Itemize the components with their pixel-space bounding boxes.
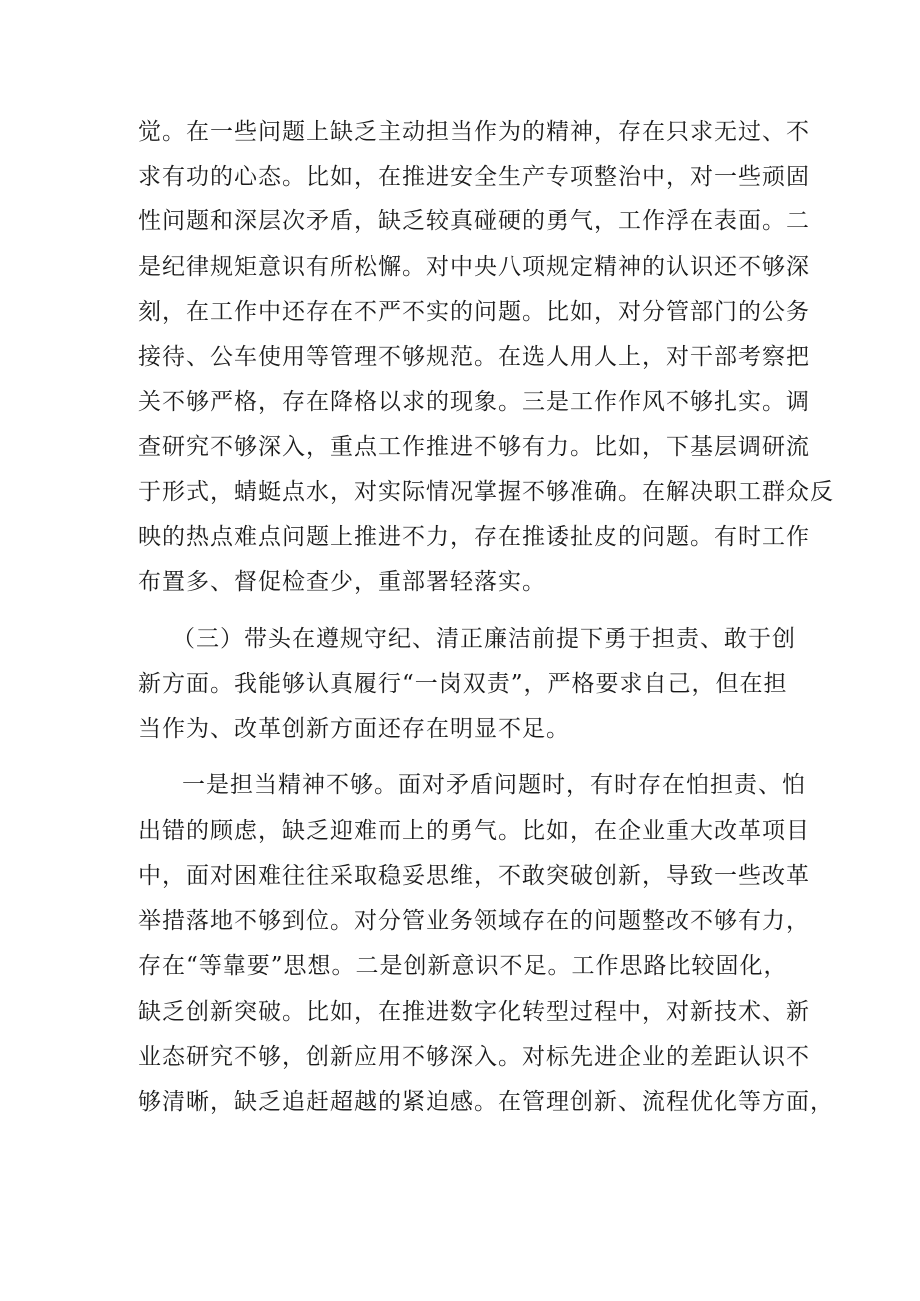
- text-line: 够清晰，缺乏追赶超越的紧迫感。在管理创新、流程优化等方面，: [138, 1089, 834, 1115]
- text-line: 性问题和深层次矛盾，缺乏较真碰硬的勇气，工作浮在表面。二: [138, 208, 810, 234]
- text-line: 举措落地不够到位。对分管业务领域存在的问题整改不够有力，: [138, 908, 810, 934]
- text-line: 刻，在工作中还存在不严不实的问题。比如，对分管部门的公务: [138, 299, 810, 325]
- text-line: 关不够严格，存在降格以求的现象。三是工作作风不够扎实。调: [138, 389, 810, 415]
- section-heading-line: （三）带头在遵规守纪、清正廉洁前提下勇于担责、敢于创: [172, 626, 796, 652]
- text-line: 业态研究不够，创新应用不够深入。对标先进企业的差距认识不: [138, 1044, 810, 1070]
- text-line: 中，面对困难往往采取稳妥思维，不敢突破创新，导致一些改革: [138, 863, 810, 889]
- text-line: 接待、公车使用等管理不够规范。在选人用人上，对干部考察把: [138, 344, 810, 370]
- text-line: 存在“等靠要”思想。二是创新意识不足。工作思路比较固化，: [138, 953, 788, 979]
- text-line: 觉。在一些问题上缺乏主动担当作为的精神，存在只求无过、不: [138, 119, 810, 145]
- text-line: 求有功的心态。比如，在推进安全生产专项整治中，对一些顽固: [138, 164, 810, 190]
- text-line: 缺乏创新突破。比如，在推进数字化转型过程中，对新技术、新: [138, 999, 810, 1025]
- text-line: 布置多、督促检查少，重部署轻落实。: [138, 569, 546, 595]
- text-line: 当作为、改革创新方面还存在明显不足。: [138, 716, 570, 742]
- text-line: 于形式，蜻蜓点水，对实际情况掌握不够准确。在解决职工群众反: [138, 479, 834, 505]
- text-line: 查研究不够深入，重点工作推进不够有力。比如，下基层调研流: [138, 434, 810, 460]
- text-line: 出错的顾虑，缺乏迎难而上的勇气。比如，在企业重大改革项目: [138, 818, 810, 844]
- text-line: 新方面。我能够认真履行“一岗双责”，严格要求自己，但在担: [138, 671, 788, 697]
- text-line: 是纪律规矩意识有所松懈。对中央八项规定精神的认识还不够深: [138, 254, 810, 280]
- text-line: 映的热点难点问题上推进不力，存在推诿扯皮的问题。有时工作: [138, 524, 810, 550]
- paragraph-first-line: 一是担当精神不够。面对矛盾问题时，有时存在怕担责、怕: [182, 772, 806, 798]
